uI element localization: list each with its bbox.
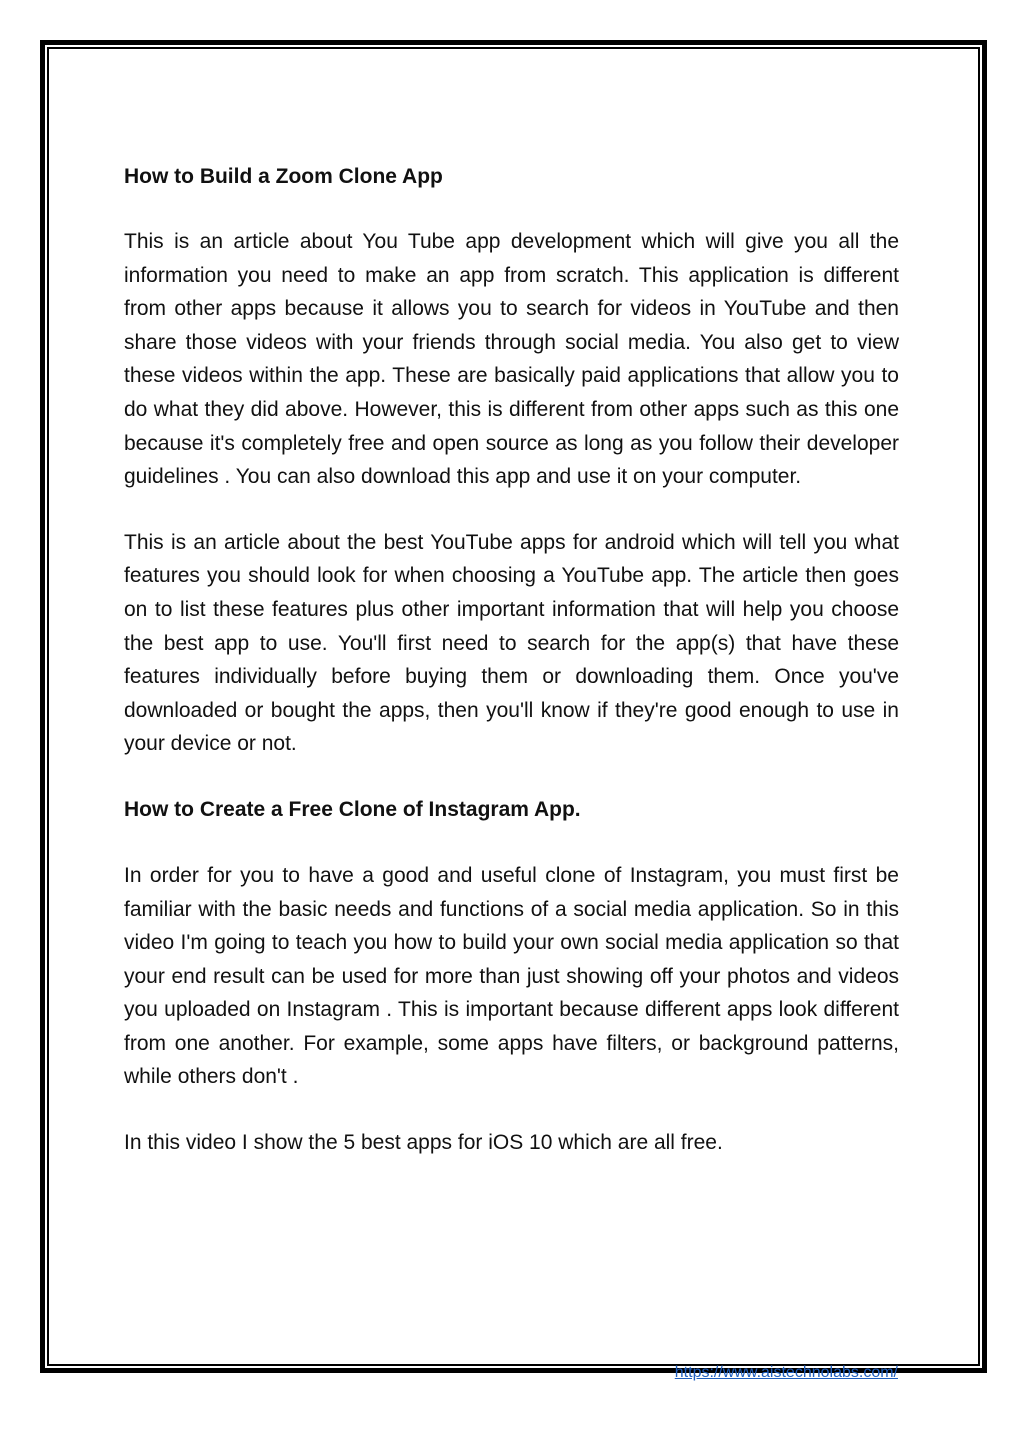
paragraph-instagram-clone: In order for you to have a good and useful clone of Instagram, you must first be familiar with the basic needs and functions of a social media application. So in this video I'm going to teach you how to build your own social media application so that your end result can be used for more than just showing off your photos and videos you uploaded on Instagram . This is important because different apps look different from one another. For example, some apps have filters, or background patterns, while others don't . xyxy=(124,863,899,1089)
paragraph-best-youtube-apps: This is an article about the best YouTube apps for android which will tell you what features you should look for when choosing a YouTube app. The article then goes on to list these features plus other important information that will help you choose the best app to use. You'll first need to search for the app(s) that have these features individually before buying them or downloading them. Once you've downloaded or bought the apps, then you'll know if they're good enough to use in your device or not. xyxy=(124,530,899,756)
document-body xyxy=(124,160,899,1160)
paragraph-youtube-app-development: This is an article about You Tube app development which will give you all the information you need to make an app from scratch. This application is different from other apps because it allows you to search for videos in YouTube and then share those videos with your friends through social media. You also get to view these videos within the app. These are basically paid applications that allow you to do what they did above. However, this is different from other apps such as this one because it's completely free and open source as long as you follow their developer guidelines . You can also download this app and use it on your computer. xyxy=(124,230,899,489)
section-heading-zoom-clone: How to Build a Zoom Clone App xyxy=(124,165,443,188)
section-heading-instagram-clone: How to Create a Free Clone of Instagram App. xyxy=(124,797,581,821)
paragraph-ios-apps: In this video I show the 5 best apps for iOS 10 which are all free. xyxy=(124,1131,723,1155)
website-link[interactable]: https://www.aistechnolabs.com/ xyxy=(674,1364,898,1381)
